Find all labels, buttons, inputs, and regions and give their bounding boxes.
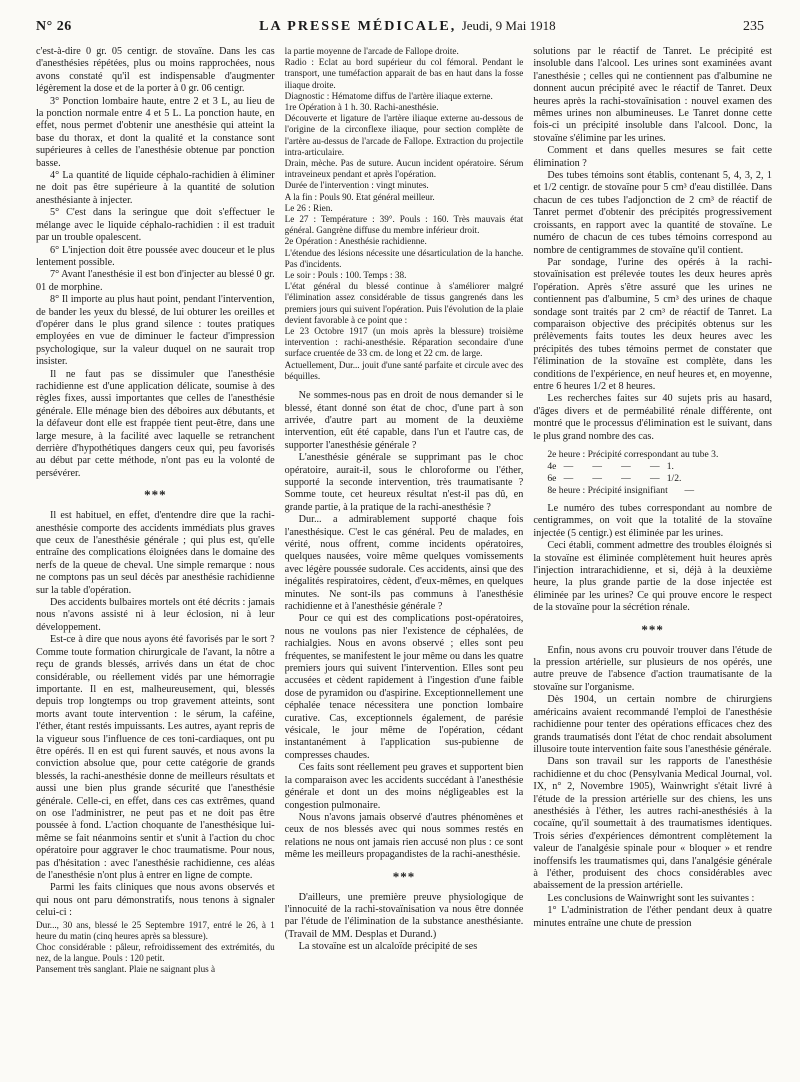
paragraph: Par sondage, l'urine des opérés à la rachi-stovaïnisation est prélevée toutes les deux heures après l'opération. Après s'être assuré que les urines ne contiennent pas d'albumine, 5 cm³ des urines de chaque sondage sont traités par 2 cm³ de réactif de Tanret. La comparaison objective des précipités obtenus sur les prélèvements faits toutes les deux heures avec les précipités des tubes témoins permet de constater que l'élimination de la stovaïne est complète, dans les conditions de l'expérience, en neuf heures et, en moyenne, entre 6 heures 1/2 et 8 heures. xyxy=(533,256,773,392)
table-row: 4e — — — — 1. xyxy=(547,461,674,472)
journal-name: LA PRESSE MÉDICALE, xyxy=(259,19,457,34)
case-line: la partie moyenne de l'arcade de Fallope droite. xyxy=(284,46,459,56)
paragraph: Dans son travail sur les rapports de l'anesthésie rachidienne et du choc (Pensylvania Medical Journal, vol. IX, n° 2, Novembre 1905), Wainwright s'était livré à l'étude de la pression artérielle sur des chiens, les uns anesthésiés à l'éther, les autres rachi-anesthésiés à la cocaïne, qu'il soumettait à des traumatismes identiques. Trois séries d'expériences démontrent complètement la valeur de l'analgésie spinale pour « bloquer » et rendre inoffensifs les traumatismes qui, dans l'analgésie générale à l'éther, produisent des chocs considérables avec abaissement de la pression artérielle. xyxy=(533,756,773,892)
paragraph: Il ne faut pas se dissimuler que l'anesthésie rachidienne est d'une application délicate, soumise à des règles fixes, aussi importantes que celles de l'anesthésie générale. Elle ménage bien des déboires aux débutants, et la défaveur dont elle est frappée tient peut-être, dans une large mesure, à la facilité avec laquelle se retranchent derrière d'hypothétiques dangers ceux qui, peu favorisés au début par cette méthode, n'ont pas eu la volonté de persévérer. xyxy=(36,368,275,479)
paragraph: D'ailleurs, une première preuve physiologique de l'innocuité de la rachi-stovaïnisation va nous être donnée par l'étude de l'élimination de la substance anesthésiante. (Travail de MM. Desplas et Durand.) xyxy=(284,891,524,940)
paragraph: 3° Ponction lombaire haute, entre 2 et 3 L, au lieu de la ponction normale entre 4 et 5 L. La ponction haute, en effet, nous permet d'obtenir une anesthésie qui atteint la base du thorax, et dont la qualité et la constance sont supérieures à celles de l'anesthésie obtenue par ponction basse. xyxy=(36,95,275,169)
case-line: L'état général du blessé continue à s'améliorer malgré l'élimination assez considérable de tissus gangrenés dans les premiers jours qui suivent l'opération. Puis l'évolution de la plaie devient favorable à ce point que : xyxy=(284,281,524,325)
paragraph: 6° L'injection doit être poussée avec douceur et le plus lentement possible. xyxy=(36,244,275,268)
elimination-table xyxy=(547,449,772,497)
case-line: 2e Opération : Anesthésie rachidienne. xyxy=(284,236,427,247)
paragraph: 7° Avant l'anesthésie il est bon d'injecter au blessé 0 gr. 01 de morphine. xyxy=(36,269,275,293)
paragraph: Des tubes témoins sont établis, contenant 5, 4, 3, 2, 1 et 1/2 centigr. de stovaïne pour 5 cm³ d'eau distillée. Dans chacun de ces tubes l'adjonction de 2 cm³ de réactif de Tanret permet d'obtenir des précipités progressivement croissants, en rapport avec la quantité de stovaïne. Le numéro de chacun de ces tubes témoins correspond au nombre de centigrammes de stovaïne qu'il contient. xyxy=(533,170,773,256)
column-left xyxy=(36,46,275,1076)
paragraph: solutions par le réactif de Tanret. Le précipité est insoluble dans l'alcool. Les urines sont examinées avant l'anesthésie ; celles qui ne contiennent pas d'albumine ne donnent aucun précipité avec le réactif de Tanret. Deux heures après la rachi-stovaïnisation : nouvel examen des mêmes urines non albumineuses. Le Tanret donne cette fois-ci un précipité insoluble dans l'alcool. Donc, la stovaïne s'élimine par les urines. xyxy=(533,46,773,144)
table-row: 8e heure : Précipité insignifiant — xyxy=(547,485,695,496)
paragraph: Des accidents bulbaires mortels ont été décrits : jamais nous n'avons assisté ni à leur éclosion, ni à leur développement. xyxy=(36,597,275,633)
paragraph: Dur... a admirablement supporté chaque fois l'anesthésique. C'est le cas général. Peu de malades, en vérité, nous offrent, comme incidents opératoires, quelques nausées, voire même quelques vomissements avec légère poussée sudorale. Ces accidents, ainsi que des inégalités respiratoires, cèdent, d'eux-mêmes, en quelques minutes. Ne sont-ils pas communs à l'anesthésie rachidienne et à l'anesthésie générale ? xyxy=(284,514,524,612)
case-line: Radio : Eclat au bord supérieur du col fémoral. Pendant le transport, une tuméfaction apparait de bas en haut dans la fosse iliaque droite. xyxy=(284,57,524,90)
journal-title xyxy=(259,18,555,35)
paragraph: 1° L'administration de l'éther pendant deux à quatre minutes entraîne une chute de pression xyxy=(533,905,773,929)
column-middle xyxy=(285,46,524,1076)
paragraph: Le numéro des tubes correspondant au nombre de centigrammes, on voit que la totalité de la stovaïne injectée (5 centigr.) est éliminée par les urines. xyxy=(533,503,773,539)
case-report xyxy=(36,920,275,976)
paragraph: Ceci établi, comment admettre des troubles éloignés si la stovaïne est éliminée complètement huit heures après l'injection intrarachidienne, et si, déjà à la deuxième heure, la plus grande partie de la dose injectée est éliminée par les urines? Ce qui prouve encore le respect de la stovaïne pour la sécrétion rénale. xyxy=(533,540,773,614)
issue-date: Jeudi, 9 Mai 1918 xyxy=(461,18,556,33)
page-header xyxy=(36,18,764,40)
paragraph: Comment et dans quelles mesures se fait cette élimination ? xyxy=(533,145,773,169)
section-asterism: *** xyxy=(144,487,167,503)
case-report-continued xyxy=(285,46,524,382)
paragraph: La stovaïne est un alcaloïde précipité de ses xyxy=(298,941,478,953)
article-columns xyxy=(36,46,772,1076)
issue-number: N° 26 xyxy=(36,19,72,34)
section-asterism: *** xyxy=(641,621,664,637)
paragraph: Les conclusions de Wainwright sont les suivantes : xyxy=(547,892,755,904)
paragraph: Il est habituel, en effet, d'entendre dire que la rachi-anesthésie comporte des accidents immédiats plus graves que ceux de l'anesthésie générale ; qui plus est, qu'elle entraîne des complications éloignées dans le domaine des nerfs de la queue de cheval. Une simple remarque : nous ne comptons pas un seul décès par anesthésie rachidienne sur la table d'opération. xyxy=(36,510,275,596)
paragraph: Enfin, nous avons cru pouvoir trouver dans l'étude de la pression artérielle, sur plusieurs de nos opérés, une autre preuve de l'absence d'action traumatisante de la stovaïne sur l'organisme. xyxy=(533,644,773,693)
case-line: Le 27 : Température : 39°. Pouls : 160. Très mauvais état général. Gangrène diffuse du membre inférieur droit. xyxy=(284,214,524,236)
paragraph: 8° Il importe au plus haut point, pendant l'intervention, de bander les yeux du blessé, de lui obturer les oreilles et d'opérer dans le plus grand silence : toutes pratiques employées en vue de diminuer le facteur d'impression psychologique, sur la valeur duquel on ne saurait trop insister. xyxy=(36,294,275,368)
section-asterism: *** xyxy=(392,868,416,884)
case-line: L'étendue des lésions nécessite une désarticulation de la hanche. Pas d'incidents. xyxy=(284,247,524,269)
case-line: Durée de l'intervention : vingt minutes. xyxy=(284,180,429,191)
table-row: 6e — — — — 1/2. xyxy=(547,473,682,484)
page-number: 235 xyxy=(742,19,764,34)
paragraph: c'est-à-dire 0 gr. 05 centigr. de stovaïne. Dans les cas d'anesthésies répétées, plus ou moins rapprochées, nous avons constaté qu'il est indispensable d'augmenter légèrement la dose et de la porter à 0 gr. 06 centigr. xyxy=(36,46,275,95)
paragraph: Pour ce qui est des complications post-opératoires, nous ne voulons pas nier l'existence de céphalées, de rachialgies. Nous en avons observé ; elles sont peu fréquentes, se manifestent le jour même ou dans les quatre premiers jours qui suivent l'intervention. Elles sont peu accusées et cèdent rapidement à l'ingestion d'une faible dose de pyramidon ou d'aspirine. Exceptionnellement une céphalée tenace nécessitera une ponction lombaire curative. Cas, exceptionnels également, de parésie vésicale, le jour même de l'opération, cédant instantanément à l'application sus-pubienne de compresses chaudes. xyxy=(284,613,524,761)
case-line: Diagnostic : Hématome diffus de l'artère iliaque externe. xyxy=(284,90,493,101)
case-line: Le 23 Octobre 1917 (un mois après la blessure) troisième intervention : rachi-anesthésie. Réparation secondaire d'une surface cruentée de 33 cm. de long et 22 cm. de large. xyxy=(284,326,524,359)
case-line: Drain, mèche. Pas de suture. Aucun incident opératoire. Sérum intraveineux pendant et après l'opération. xyxy=(284,158,524,180)
case-line: Le soir : Pouls : 100. Temps : 38. xyxy=(284,270,407,281)
case-line: Dur..., 30 ans, blessé le 25 Septembre 1917, entré le 26, à 1 heure du matin (cinq heures après sa blessure). xyxy=(36,919,275,941)
paragraph: 4° La quantité de liquide céphalo-rachidien à éliminer ne doit pas être supérieure à la quantité de solution anesthésiante à injecter. xyxy=(36,170,275,206)
case-line: A la fin : Pouls 90. Etat général meilleur. xyxy=(284,191,435,202)
table-row: 2e heure : Précipité correspondant au tube 3. xyxy=(547,449,719,460)
paragraph: Parmi les faits cliniques que nous avons observés et qui nous ont paru démonstratifs, nous tenons à signaler celui-ci : xyxy=(36,882,275,919)
paragraph: Dès 1904, un certain nombre de chirurgiens américains avaient recommandé l'emploi de l'anesthésie rachidienne pour tenter des opérations efficaces chez des grands traumatisés dont l'état de choc rendait absolument illusoire toute intervention faite sous l'anesthésie générale. xyxy=(533,694,773,755)
column-right xyxy=(533,46,772,1076)
paragraph: 5° C'est dans la seringue que doit s'effectuer le mélange avec le liquide céphalo-rachidien : il est traduit par un trouble opalescent. xyxy=(36,207,275,244)
paragraph: L'anesthésie générale se supprimant pas le choc opératoire, aurait-il, sous le chloroforme ou l'éther, supporté la seconde intervention, très traumatisante ? Somme toute, cet heureux résultat n'est-il pas dû, en grande partie, à la pratique de la rachi-anesthésie ? xyxy=(284,452,524,513)
case-line: 1re Opération à 1 h. 30. Rachi-anesthésie. xyxy=(284,102,439,113)
case-line: Le 26 : Rien. xyxy=(284,202,333,213)
paragraph: Est-ce à dire que nous ayons été favorisés par le sort ? Comme toute formation chirurgicale de l'avant, la nôtre a reçu de grands blessés, arrivés dans un état de choc considérable, ou réellement vidés par une hémorragie importante. Il en est, malheureusement, qui, blessés depuis trop longtemps ou trop gravement atteints, sont morts avant toute intervention : le sérum, la caféine, l'éther, étant restés impuissants. Les autres, ayant repris de la vigueur sous l'influence de ces toni-cardiaques, ont pu être opérés. Il en est qui furent sauvés, et nous avons la conviction absolue que, pour cette catégorie de grands blessés, la rachi-anesthésie donne de meilleurs résultats et aussi une bien plus grande sécurité que l'anesthésie générale. Celle-ci, en effet, dans ces cas extrêmes, quand on ose l'administrer, ne peut pas et ne doit pas être poussée à fond. L'action choquante de l'anesthésique lui-même se fait néanmoins sentir et s'unit à l'action du choc opératoire pour aggraver le choc traumatisme. Pour nous, pas d'hésitation : avec l'anesthésie rachidienne, ces aléas de l'anesthésie n'ont plus à entrer en ligne de compte. xyxy=(36,634,275,881)
paragraph: Nous n'avons jamais observé d'autres phénomènes et ceux de nos blessés avec qui nous sommes restés en relations ne nous ont jamais rien accusé non plus : ce sont même les meilleurs propagandistes de la rachi-anesthésie. xyxy=(284,811,524,861)
case-line: Choc considérable : pâleur, refroidissement des extrémités, du nez, de la langue. Pouls : 120 petit. xyxy=(36,942,275,964)
paragraph: Ces faits sont réellement peu graves et supportent bien la comparaison avec les accidents succédant à l'anesthésie générale et dont un des moins négligeables est la congestion pulmonaire. xyxy=(284,762,524,811)
paragraph: Ne sommes-nous pas en droit de nous demander si le blessé, étant donné son état de choc, d'une part à son arrivée, d'autre part au moment de la deuxième intervention, eût été capable, dans l'un et l'autre cas, de supporter l'anesthésie générale ? xyxy=(284,390,524,451)
case-line: Actuellement, Dur... jouit d'une santé parfaite et circule avec des béquilles. xyxy=(284,359,524,381)
case-line: Découverte et ligature de l'artère iliaque externe au-dessous de l'origine de la circonflexe iliaque, pour section complète de l'artère au-dessus de l'arcade de Fallope. Extraction du projectile intra-articulaire. xyxy=(284,113,524,157)
case-line: Pansement très sanglant. Plaie ne saignant plus à xyxy=(36,964,216,975)
paragraph: Les recherches faites sur 40 sujets pris au hasard, d'âges divers et de perméabilité rénale différente, ont montré que le processus d'élimination est le suivant, dans le plus grand nombre des cas. xyxy=(533,393,773,442)
